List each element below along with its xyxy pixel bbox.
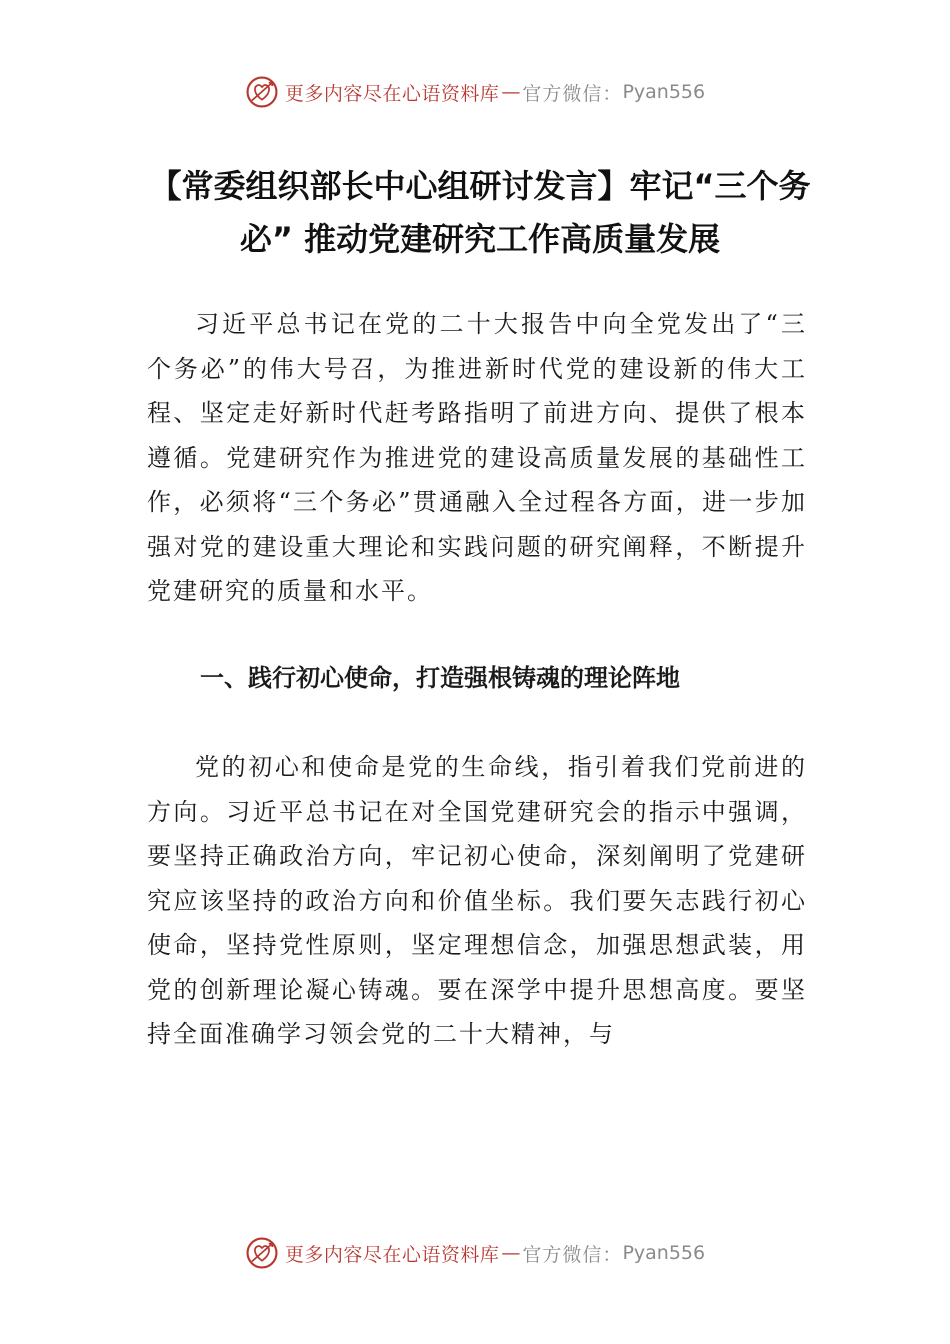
watermark-id: Pyan556 <box>622 1242 706 1264</box>
watermark-id: Pyan556 <box>622 81 706 103</box>
watermark-label: 官方微信： <box>522 82 623 105</box>
document-title: 【常委组织部长中心组研讨发言】牢记“三个务必” 推动党建研究工作高质量发展 <box>149 167 811 258</box>
section-heading-1: 一、践行初心使命，打造强根铸魂的理论阵地 <box>200 664 680 692</box>
paragraph-intro: 习近平总书记在党的二十大报告中向全党发出了“三个务必”的伟大号召，为推进新时代党的建设新的伟大工程、坚定走好新时代赶考路指明了前进方向、提供了根本遵循。党建研究作为推进党的建设高质量发展的基础性工作，必须将“三个务必”贯通融入全过程各方面，进一步加强对党的建设重大理论和实践问题的研究阐释，不断提升党建研究的质量和水平。 <box>147 310 807 605</box>
watermark-lead: 更多内容尽在心语资料库 <box>284 1243 500 1266</box>
heart-logo-icon <box>245 75 279 109</box>
watermark-dash: — <box>501 1242 521 1264</box>
top-watermark-banner <box>0 72 950 112</box>
heart-logo-icon <box>245 1236 279 1270</box>
watermark-lead: 更多内容尽在心语资料库 <box>284 82 500 105</box>
watermark-label: 官方微信： <box>522 1243 623 1266</box>
paragraph-section-1: 党的初心和使命是党的生命线，指引着我们党前进的方向。习近平总书记在对全国党建研究会的指示中强调，要坚持正确政治方向，牢记初心使命，深刻阐明了党建研究应该坚持的政治方向和价值坐标。我们要矢志践行初心使命，坚持党性原则，坚定理想信念，加强思想武装，用党的创新理论凝心铸魂。要在深学中提升思想高度。要坚持全面准确学习领会党的二十大精神，与 <box>147 753 807 1048</box>
bottom-watermark-banner <box>0 1233 950 1273</box>
watermark-dash: — <box>501 81 521 103</box>
